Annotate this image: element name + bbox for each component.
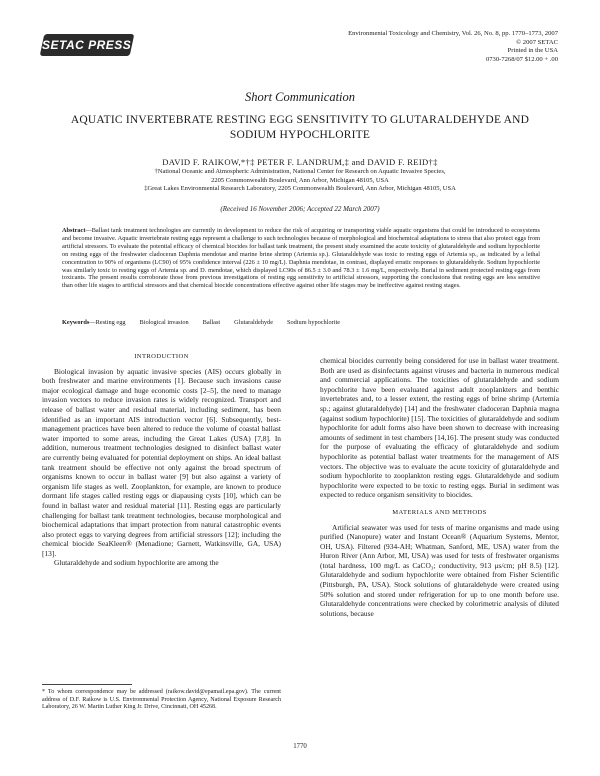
left-column (42, 352, 281, 568)
page-number: 1770 (293, 743, 307, 750)
journal-line-4: 0730-7268/07 $12.00 + .00 (485, 55, 558, 63)
methods-paragraph-1: Artificial seawater was used for tests of marine organisms and made using purified (Nanopure) water and Instant Ocean® (Aquarium Systems, Mentor, OH, USA). Filtered (934-AH; Whatman, Sanford, ME, USA) water from the Huron River (Ann Arbor, MI, USA) was used for tests of freshwater organisms (total hardness, 100 mg/L as CaCO₃; conductivity, 913 μs/cm; pH 8.5) [12]. Glutaraldehyde and sodium hypochlorite were obtained from Fisher Scientific (Pittsburgh, PA, USA). Stock solutions of glutaraldehyde were created using 50% solution and stored under refrigeration for up to one month before use. Glutaraldehyde concentrations were checked by colorimetric analysis of diluted solutions, because (320, 522, 559, 618)
right-column (320, 356, 559, 618)
article-title (60, 113, 540, 143)
affiliations (40, 168, 560, 194)
keywords (62, 319, 540, 326)
abstract (62, 227, 540, 290)
keyword-item: Sodium hypochlorite (287, 319, 340, 326)
journal-line-2: © 2007 SETAC (516, 38, 558, 46)
correspondence-footnote: * To whom correspondence may be addressed (raikow.david@epamail.epa.gov). The current address of D.F. Raikow is U.S. Environmental Protection Agency, National Exposure Research Laboratory, 26 W. Martin Luther King Jr. Drive, Cincinnati, OH 45268. (42, 689, 281, 711)
keywords-label: Keywords (62, 319, 90, 326)
author-list: DAVID F. RAIKOW,*†‡ PETER F. LANDRUM,‡ and DAVID F. REID†‡ (162, 157, 438, 167)
footnote-divider (42, 684, 132, 685)
keyword-item: Glutaraldehyde (234, 319, 273, 326)
journal-line-3: Printed in the USA (507, 47, 558, 55)
affiliation-2: 2205 Commonwealth Boulevard, Ann Arbor, Michigan 48105, USA (211, 176, 389, 184)
journal-line-1: Environmental Toxicology and Chemistry, Vol. 26, No. 8, pp. 1770–1773, 2007 (348, 30, 558, 37)
keyword-item: Biological invasion (139, 319, 189, 326)
setac-press-logo (40, 34, 135, 56)
keyword-item: —Resting egg (89, 319, 126, 326)
introduction-paragraph-2: Glutaraldehyde and sodium hypochlorite are among the (54, 558, 219, 568)
methods-heading: MATERIALS AND METHODS (392, 508, 487, 516)
introduction-continued-paragraph: chemical biocides currently being considered for use in ballast water treatment. Both are used as disinfectants against viruses and bacteria in numerous medical and commercial applications. The toxicities of glutaraldehyde and sodium hypochlorite have been evaluated against adult zooplankters and benthic invertebrates and, to a lesser extent, the resting eggs of brine shrimp (Artemia sp.; against glutaraldehyde) [14] and the freshwater cladoceran Daphnia magna (against sodium hypochlorite) [15]. The toxicities of glutaraldehyde and sodium hypochlorite for adult forms also have been shown to decrease with increasing amounts of sediment in test chambers [14,16]. The present study was conducted for the purpose of evaluating the efficacy of glutaraldehyde and sodium hypochlorite as potential ballast water treatments for the management of AIS vectors. The objective was to evaluate the acute toxicity of glutaraldehyde and sodium hypochlorite to zooplankton resting eggs. Glutaraldehyde and sodium hypochlorite were expected to be toxic to resting eggs. Burial in sediment was expected to reduce organism sensitivity to biocides. (320, 356, 559, 500)
introduction-heading: INTRODUCTION (134, 353, 189, 360)
received-dates: (Received 16 November 2006; Accepted 22 March 2007) (220, 205, 380, 213)
communication-type: Short Communication (244, 90, 356, 104)
journal-citation (348, 30, 558, 64)
abstract-text: —Ballast tank treatment technologies are currently in development to reduce the risk of acquiring or transporting viable aquatic organisms that could be introduced to ecosystems and become invasive. Aquatic invertebrate resting eggs represent a challenge to such technologies because of morphological and biochemical adaptations to stress that also protect eggs from artificial stressors. To evaluate the potential efficacy of chemical biocides for ballast tank treatment, the present study examined the acute toxicity of glutaraldehyde and sodium hypochlorite on resting eggs of the freshwater cladoceran Daphnia mendotae and marine brine shrimp (Artemia sp.). Glutaraldehyde was toxic to resting eggs of Artemia sp., as indicated by a lethal concentration to 90% of organisms (LC90) of 95% confidence interval (226 ± 10 mg/L). Daphnia mendotae, in contrast, displayed erratic responses to glutaraldehyde. Sodium hypochlorite was similarly toxic to resting eggs of Artemia sp. and D. mendotae, which displayed LC90s of 86.5 ± 3.0 and 78.3 ± 1.6 mg/L, respectively. Burial in sediment protected resting eggs from toxicants. The present results corroborate those from previous investigations of resting egg sensitivity to artificial stressors, supporting the conclusions that resting eggs are less sensitive than other life stages to artificial stressors and that chemical biocide concentrations effective against other life stages may be ineffective against resting stages. (62, 227, 540, 290)
abstract-label: Abstract (62, 227, 86, 234)
left-column-body (42, 352, 281, 568)
introduction-paragraph-1: Biological invasion by aquatic invasive species (AIS) occurs globally in both freshwater and marine environments [1]. Because such invasions cause major ecological damage and huge economic costs [2–5], the need to manage invasion vectors to reduce invasion rates is widely recognized. Transport and release of ballast water and residual material, including sediment, has been identified as an important AIS introduction vector [6]. Subsequently, best-management practices have been altered to reduce the volume of coastal ballast water imported to some areas, including the Great Lakes (USA) [7,8]. In addition, numerous treatment technologies designed to disinfect ballast water are currently being evaluated for potential deployment on ships. An ideal ballast tank treatment should be effective not only against the broad spectrum of organisms known to occur in ballast water [9] but also against a variety of organism life stages as well. Zooplankton, for example, are known to produce dormant life stages called resting eggs or diapausing cysts [10], which can be found in ballast water and residual material [11]. Resting eggs are particularly challenging for ballast tank treatment technologies, because morphological and biochemical adaptations that impart protection from natural catastrophic events also protect eggs to varying degrees from artificial stressors [12]; including the chemical biocide SeaKleen® (Menadione; Garnett, Watkinsville, GA, USA) [13]. (42, 366, 281, 558)
logo-text: SETAC PRESS (42, 38, 132, 52)
keyword-item: Ballast (202, 319, 221, 326)
affiliation-1: †National Oceanic and Atmospheric Administration, National Center for Research on Aquatic Invasive Species, (154, 168, 446, 175)
right-column-body (320, 356, 559, 618)
title-line-2: SODIUM HYPOCHLORITE (229, 129, 371, 141)
affiliation-3: ‡Great Lakes Environmental Research Laboratory, 2205 Commonwealth Boulevard, Ann Arbor, Michigan 48105, USA (144, 185, 456, 193)
title-line-1: AQUATIC INVERTEBRATE RESTING EGG SENSITIVITY TO GLUTARALDEHYDE AND (70, 114, 530, 126)
